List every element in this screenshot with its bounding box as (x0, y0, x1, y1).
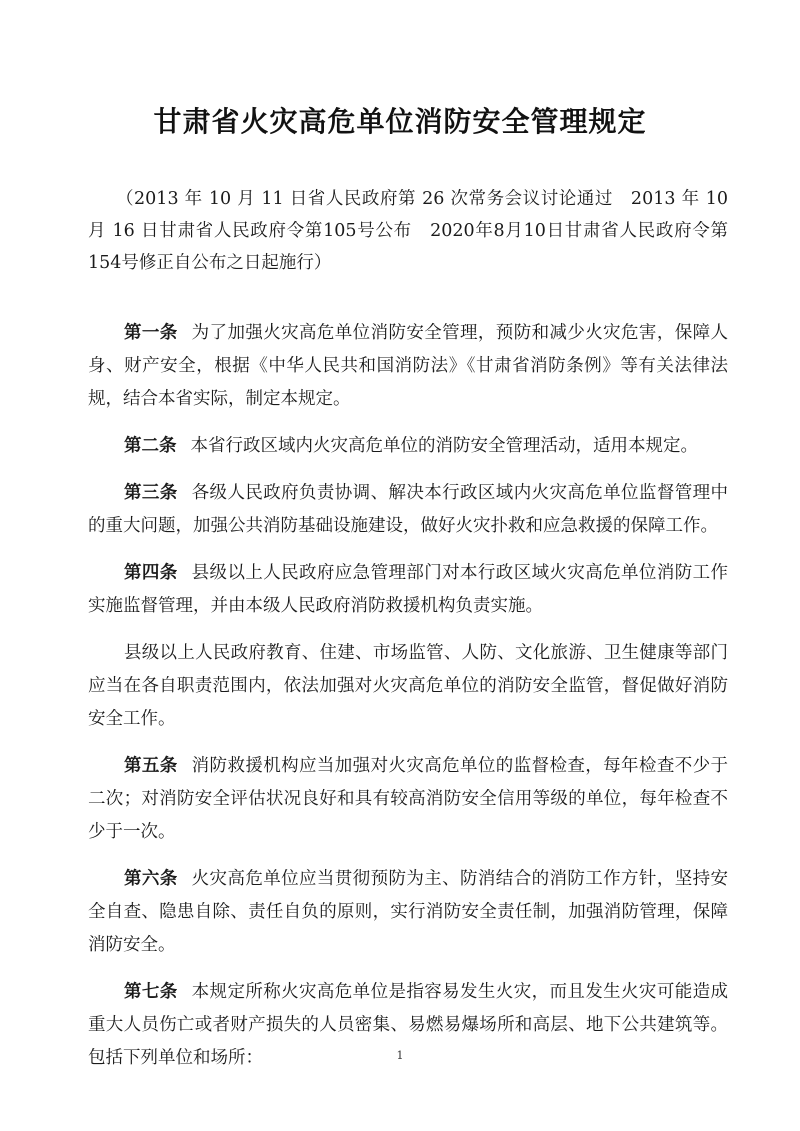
article-text: 县级以上人民政府教育、住建、市场监管、人防、文化旅游、卫生健康等部门应当在各自职责范围内，依法加强对火灾高危单位的消防安全监管，督促做好消防安全工作。 (88, 643, 728, 729)
document-title: 甘肃省火灾高危单位消防安全管理规定 (153, 105, 647, 138)
article-text: 本规定所称火灾高危单位是指容易发生火灾，而且发生火灾可能造成重大人员伤亡或者财产损失的人员密集、易燃易爆场所和高层、地下公共建筑等。包括下列单位和场所： (88, 982, 728, 1068)
document-preamble: （2013 年 10 月 11 日省人民政府第 26 次常务会议讨论通过 2013 年 10 月 16 日甘肃省人民政府令第105号公布 2020年8月10日甘肃省人民政府令第154号修正自公布之日起施行） (88, 189, 728, 273)
article-paragraph (88, 477, 728, 543)
article-number: 第五条 (124, 756, 178, 776)
article-paragraph (88, 317, 728, 416)
article-paragraph (88, 557, 728, 623)
article-number: 第三条 (124, 483, 178, 503)
document-body (88, 317, 728, 1089)
article-text: 本省行政区域内火灾高危单位的消防安全管理活动，适用本规定。 (190, 436, 698, 456)
article-number: 第四条 (124, 563, 178, 583)
article-number: 第一条 (124, 323, 178, 343)
article-paragraph (88, 430, 728, 463)
article-paragraph (88, 750, 728, 849)
article-number: 第七条 (124, 982, 178, 1002)
article-number: 第二条 (124, 436, 177, 456)
continuation-paragraph (88, 637, 728, 736)
article-text: 各级人民政府负责协调、解决本行政区域内火灾高危单位监督管理中的重大问题，加强公共消防基础设施建设，做好火灾扑救和应急救援的保障工作。 (88, 483, 728, 536)
article-number: 第六条 (124, 869, 178, 889)
article-paragraph (88, 863, 728, 962)
article-text: 为了加强火灾高危单位消防安全管理，预防和减少火灾危害，保障人身、财产安全，根据《中华人民共和国消防法》《甘肃省消防条例》等有关法律法规，结合本省实际，制定本规定。 (88, 323, 728, 409)
article-text: 火灾高危单位应当贯彻预防为主、防消结合的消防工作方针，坚持安全自查、隐患自除、责任自负的原则，实行消防安全责任制，加强消防管理，保障消防安全。 (88, 869, 728, 955)
article-text: 县级以上人民政府应急管理部门对本行政区域火灾高危单位消防工作实施监督管理，并由本级人民政府消防救援机构负责实施。 (88, 563, 728, 616)
page-number: 1 (396, 1049, 404, 1062)
article-text: 消防救援机构应当加强对火灾高危单位的监督检查，每年检查不少于二次；对消防安全评估状况良好和具有较高消防安全信用等级的单位，每年检查不少于一次。 (88, 756, 728, 842)
